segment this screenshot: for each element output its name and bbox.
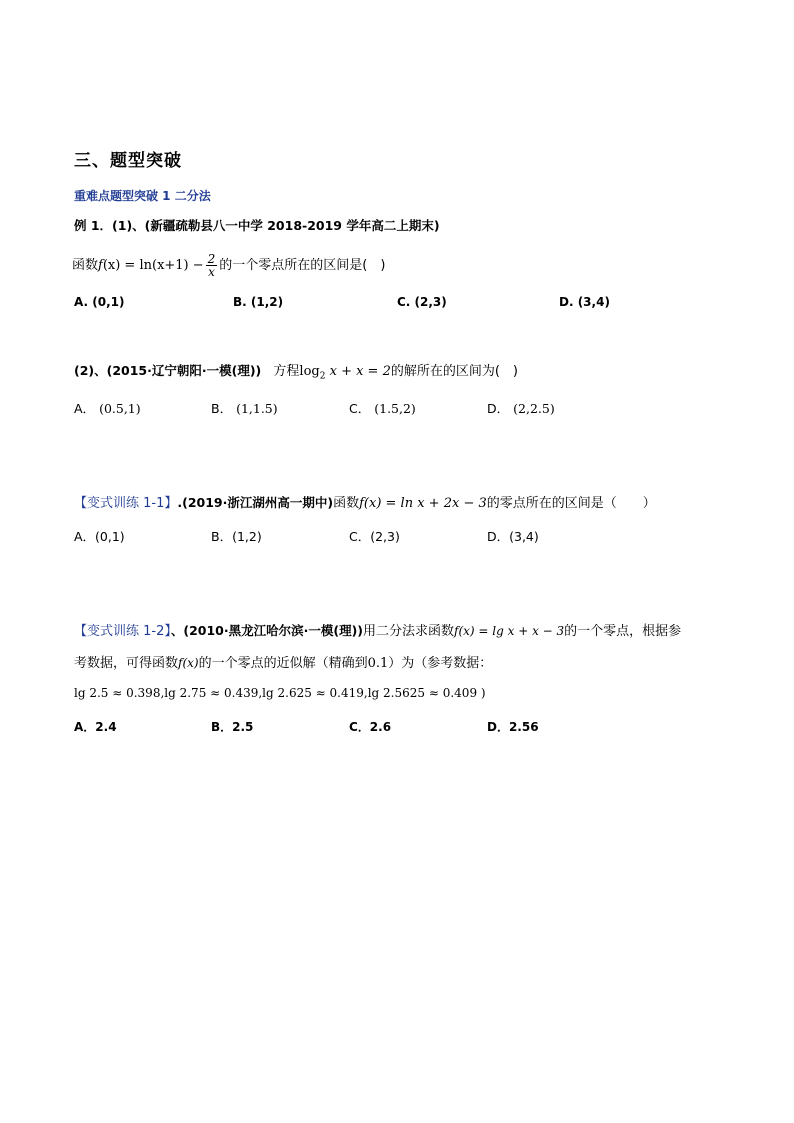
ex1-q-f: f	[98, 258, 103, 273]
ex2-option-d-value: (2,2.5)	[513, 401, 555, 416]
ex2-option-a	[74, 399, 141, 417]
ex2-q-sub: 2	[319, 371, 326, 382]
var1-option-d: D．(3,4)	[487, 529, 539, 544]
var1-q-prefix: 函数	[333, 496, 360, 511]
var2-tag: 【变式训练 1-2】	[74, 624, 171, 639]
ex1-option-c: C. (2,3)	[397, 295, 447, 309]
ex1-question	[72, 253, 385, 278]
ex2-option-b-letter: B．	[211, 401, 233, 416]
var2-reference-data: lg 2.5 ≈ 0.398,lg 2.75 ≈ 0.439,lg 2.625 ≈ 0.419,lg 2.5625 ≈ 0.409 )	[74, 686, 486, 700]
ex2-option-d	[487, 399, 555, 417]
var1-q-math: f(x) = ln x + 2x − 3	[359, 496, 487, 511]
var1-tag: 【变式训练 1-1】	[74, 496, 178, 511]
var2-line2-prefix: 考数据，可得函数	[74, 656, 179, 671]
var1-option-a: A．(0,1)	[74, 529, 125, 544]
var2-q-math: f(x) = lg x + x − 3	[454, 624, 565, 638]
ex2-q-suffix: 的解所在的区间为( )	[390, 364, 519, 379]
ex2-q-eq: x + x = 2	[325, 364, 391, 379]
var1-source: .(2019·浙江湖州高一期中)	[177, 495, 334, 510]
ex1-option-d: D. (3,4)	[559, 295, 610, 309]
var2-option-b: B．2.5	[211, 720, 254, 734]
ex1-frac-num: 2	[207, 252, 216, 266]
var2-source: 、(2010·黑龙江哈尔滨·一模(理))	[170, 623, 364, 638]
ex1-q-prefix: 函数	[72, 258, 99, 273]
ex2-option-c-value: (1.5,2)	[374, 401, 416, 416]
var2-question-line2	[74, 654, 492, 673]
ex1-option-b: B. (1,2)	[233, 295, 284, 309]
ex2-option-d-letter: D．	[487, 401, 510, 416]
var2-line2-num: 0.1	[367, 656, 389, 671]
ex2-option-b	[211, 399, 278, 417]
ex1-option-a: A. (0,1)	[74, 295, 125, 309]
ex2-option-c-letter: C．	[349, 401, 371, 416]
var2-q-prefix: 用二分法求函数	[363, 624, 455, 639]
ex2-question	[74, 362, 518, 386]
ex2-header: (2)、(2015·辽宁朝阳·一模(理))	[74, 363, 262, 378]
ex2-option-b-value: (1,1.5)	[236, 401, 278, 416]
ex2-q-log: log	[299, 364, 320, 379]
var2-line2-suffix: 的一个零点的近似解（精确到	[198, 656, 368, 671]
var2-question-line1	[74, 622, 681, 641]
ex2-q-prefix: 方程	[273, 364, 300, 379]
ex2-option-a-letter: A．	[74, 401, 96, 416]
var2-option-d: D．2.56	[487, 720, 539, 734]
ex1-q-suffix: 的一个零点所在的区间是( )	[219, 258, 386, 273]
var2-option-a: A．2.4	[74, 720, 117, 734]
var2-option-c: C．2.6	[349, 720, 392, 734]
var1-question	[74, 494, 656, 513]
var2-line2-math: f(x)	[178, 656, 199, 670]
section-title: 三、题型突破	[74, 151, 182, 171]
subsection-title: 重难点题型突破 1 二分法	[74, 189, 211, 203]
var1-q-suffix: 的零点所在的区间是（ ）	[486, 496, 656, 511]
ex1-header: 例 1．(1)、(新疆疏勒县八一中学 2018-2019 学年高二上期末)	[74, 218, 440, 233]
var2-q-suffix: 的一个零点，根据参	[564, 624, 682, 639]
ex1-fraction	[206, 253, 218, 278]
var1-option-c: C．(2,3)	[349, 529, 400, 544]
ex1-q-expr: (x) = ln(x+1) −	[102, 258, 204, 273]
var1-option-b: B．(1,2)	[211, 529, 262, 544]
ex2-option-a-value: (0.5,1)	[99, 401, 141, 416]
ex1-frac-den: x	[208, 265, 215, 279]
ex2-option-c	[349, 399, 416, 417]
var2-line2-end: ）为（参考数据：	[388, 656, 493, 671]
